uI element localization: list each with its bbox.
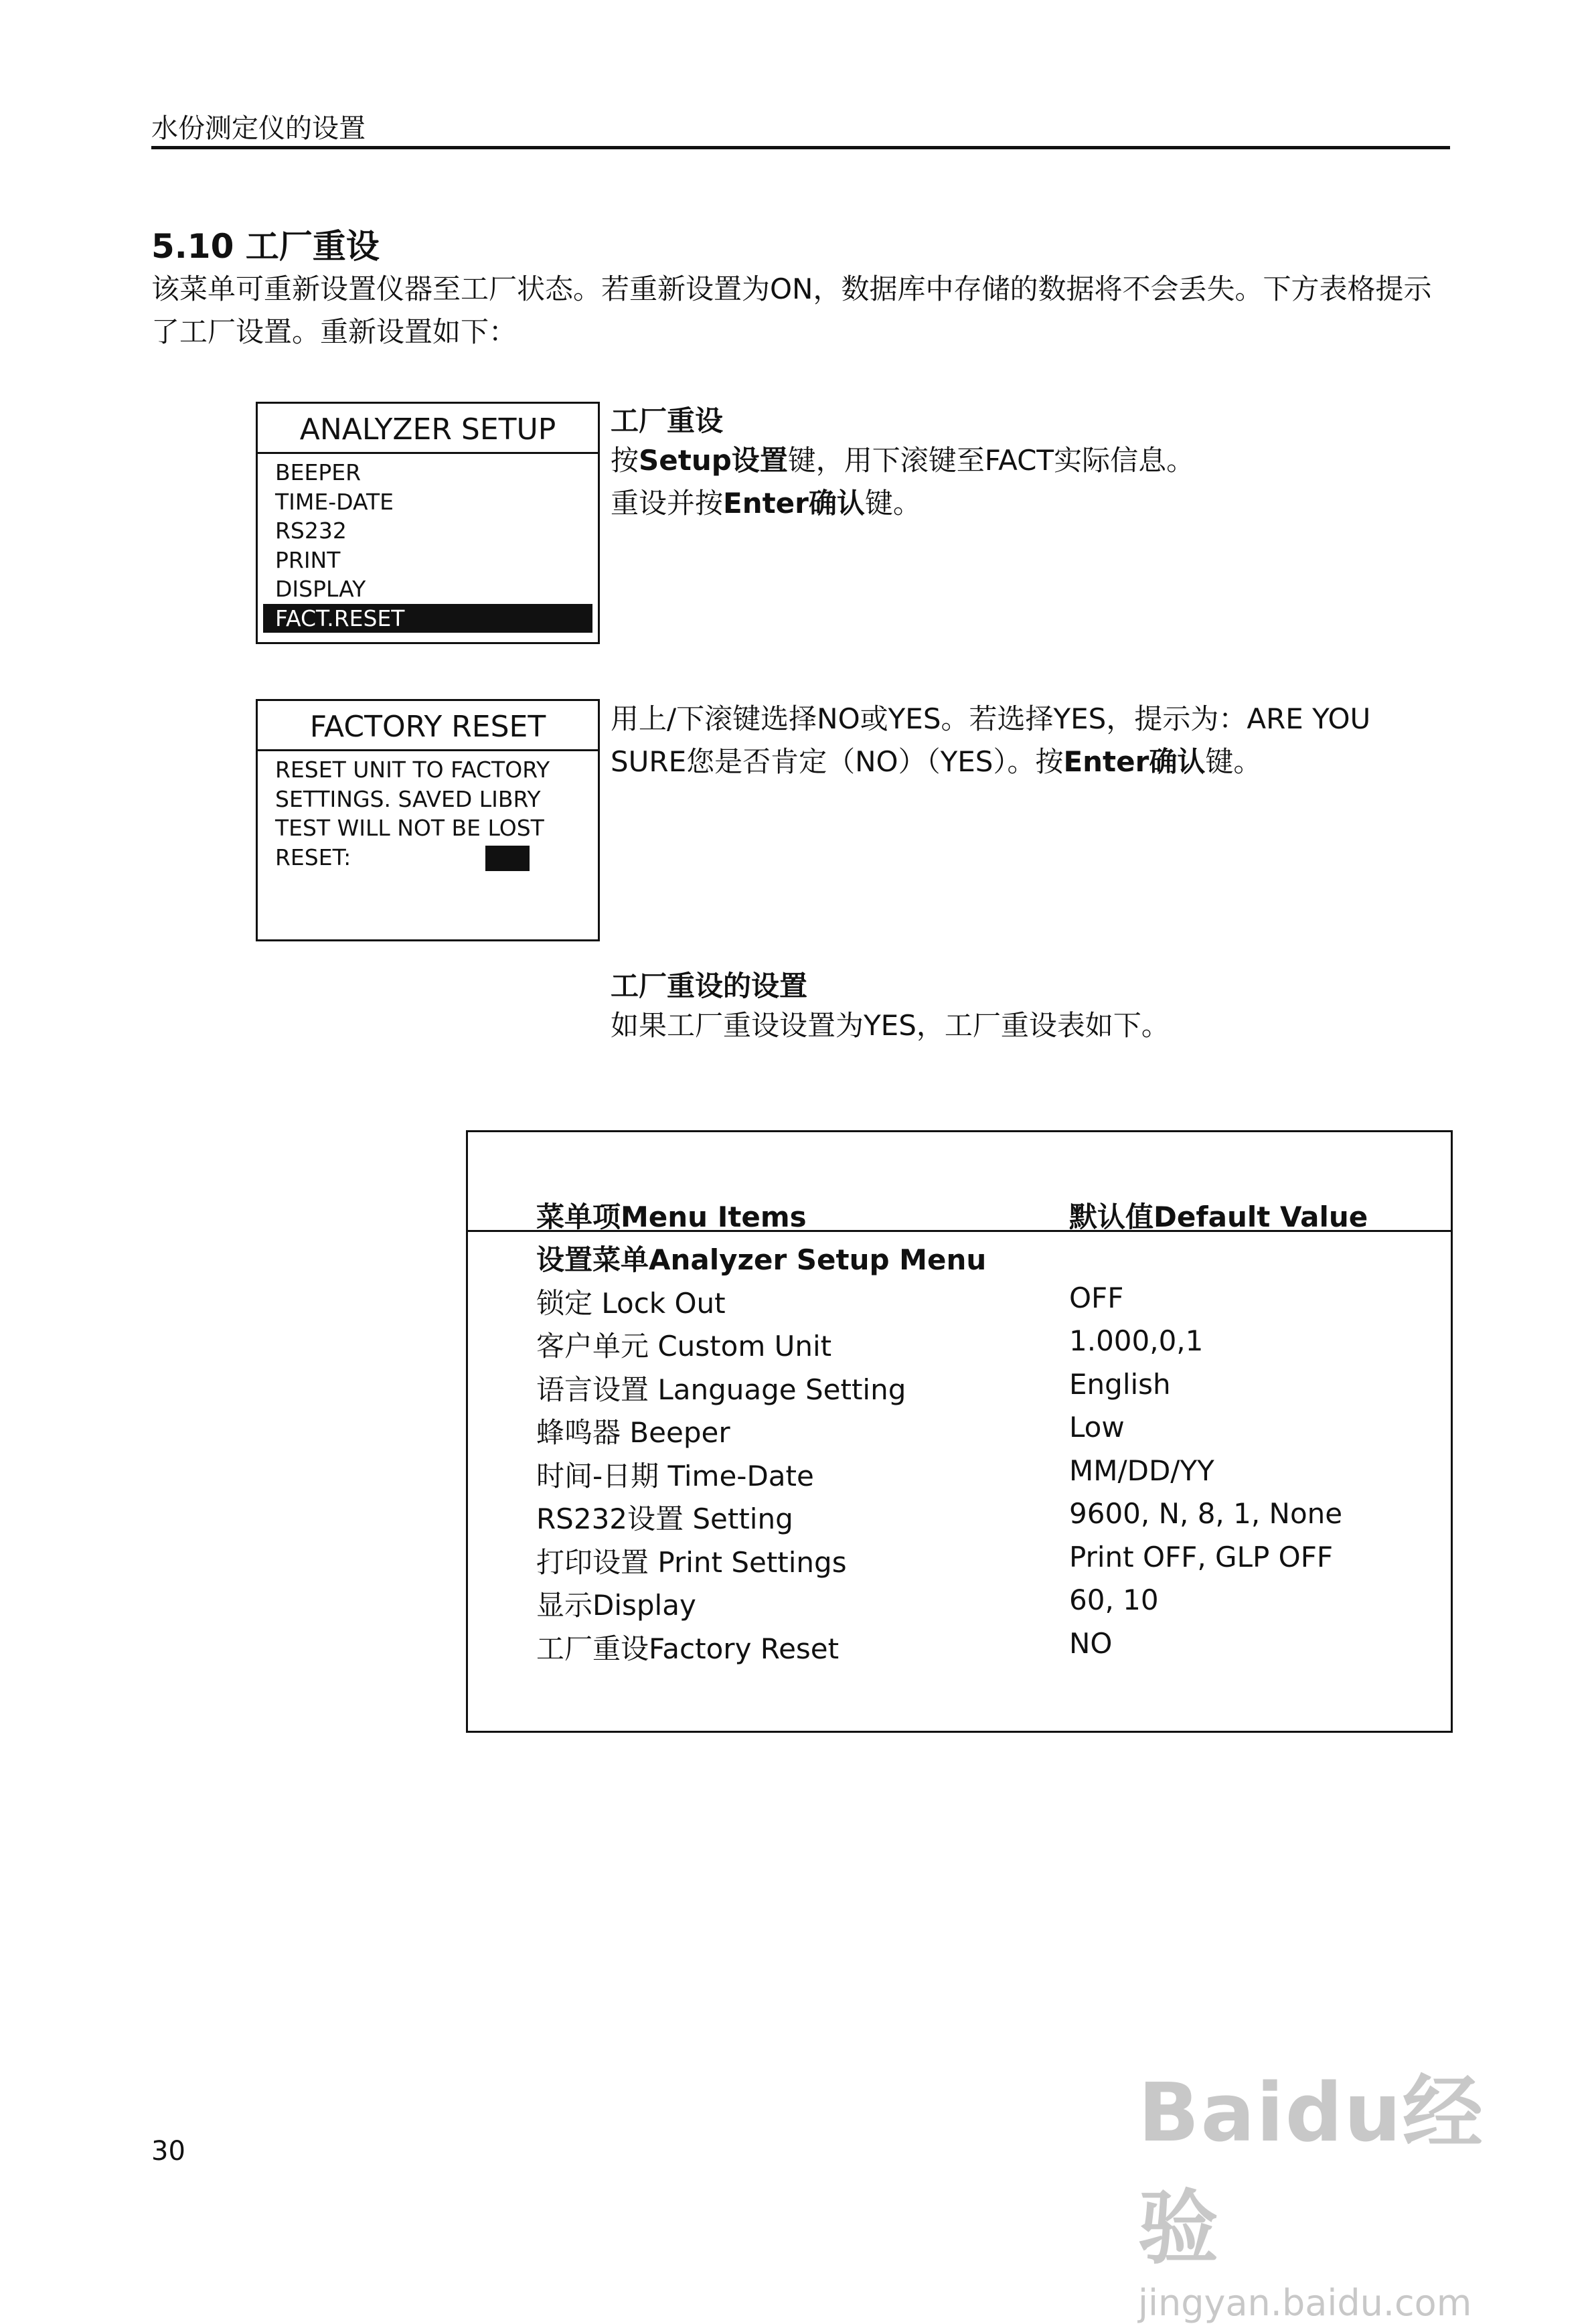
running-header: 水份测定仪的设置 <box>151 113 366 144</box>
screen-line: SETTINGS. SAVED LIBRY <box>275 785 541 812</box>
row-value: MM/DD/YY <box>1069 1454 1214 1487</box>
row-value: Low <box>1069 1411 1125 1444</box>
row-value: 1.000,0,1 <box>1069 1324 1204 1357</box>
menu-item-beeper[interactable]: BEEPER <box>275 459 362 485</box>
menu-item-print[interactable]: PRINT <box>275 546 341 573</box>
menu-item-rs232[interactable]: RS232 <box>275 518 347 544</box>
section-title: 5.10 工厂重设 <box>151 227 380 266</box>
baidu-watermark <box>1138 2049 1513 2324</box>
screen-line: TEST WILL NOT BE LOST <box>275 815 544 841</box>
row-item: 语言设置 Language Setting <box>536 1373 906 1406</box>
table-row <box>468 1492 1451 1535</box>
row-value: Print OFF, GLP OFF <box>1069 1540 1334 1573</box>
table-row <box>468 1276 1451 1320</box>
table-row <box>468 1535 1451 1579</box>
menu-item-fact-reset-selected[interactable]: FACT.RESET <box>263 604 592 633</box>
row-value: 9600, N, 8, 1, None <box>1069 1497 1343 1530</box>
row-item: 锁定 Lock Out <box>536 1286 726 1320</box>
row-item: 时间-日期 Time-Date <box>536 1459 814 1492</box>
row-item: 显示Display <box>536 1589 696 1622</box>
caption-title: 工厂重设的设置 <box>611 970 808 1002</box>
caption-line-2: 重设并按Enter确认键。 <box>611 487 921 520</box>
screen-line: RESET UNIT TO FACTORY <box>275 757 550 783</box>
header-default-value: 默认值Default Value <box>1069 1200 1368 1233</box>
screen-title: ANALYZER SETUP <box>258 404 598 454</box>
screen-title: FACTORY RESET <box>258 701 598 751</box>
row-item: 工厂重设Factory Reset <box>536 1632 840 1665</box>
page-number: 30 <box>151 2136 185 2167</box>
section-intro: 该菜单可重新设置仪器至工厂状态。若重新设置为ON，数据库中存储的数据将不会丢失。下方表格提示了工厂设置。重新设置如下： <box>151 273 1432 348</box>
table-row <box>468 1405 1451 1449</box>
row-value: NO <box>1069 1626 1113 1660</box>
row-value: 60, 10 <box>1069 1583 1159 1616</box>
header-rule <box>151 146 1450 149</box>
caption-title: 工厂重设 <box>611 404 724 437</box>
row-value: English <box>1069 1367 1171 1401</box>
analyzer-setup-screen <box>256 402 600 644</box>
table-header <box>468 1187 1451 1232</box>
row-value: OFF <box>1069 1281 1124 1314</box>
reset-field[interactable] <box>275 843 592 872</box>
reset-value-cursor[interactable] <box>485 846 530 871</box>
table-row <box>468 1233 1451 1276</box>
factory-defaults-table <box>466 1130 1453 1733</box>
factory-reset-screen <box>256 699 600 941</box>
row-item: RS232设置 Setting <box>536 1502 793 1535</box>
table-row <box>468 1622 1451 1665</box>
row-item: 打印设置 Print Settings <box>536 1545 847 1579</box>
menu-item-time-date[interactable]: TIME-DATE <box>275 488 394 515</box>
caption-select-yes-no: 用上/下滚键选择NO或YES。若选择YES，提示为：ARE YOU SURE您是否肯定（NO）（YES）。按Enter确认键。 <box>611 702 1371 778</box>
row-item: 蜂鸣器 Beeper <box>536 1416 730 1449</box>
caption-factory-reset <box>611 399 1454 525</box>
reset-label: RESET: <box>275 844 351 870</box>
watermark-url: jingyan.baidu.com <box>1138 2282 1472 2324</box>
table-row <box>468 1449 1451 1492</box>
table-row <box>468 1578 1451 1622</box>
caption-line-1: 按Setup设置键，用下滚键至FACT实际信息。 <box>611 444 1195 477</box>
caption-text: 如果工厂重设设置为YES，工厂重设表如下。 <box>611 1009 1170 1042</box>
caption-reset-settings <box>611 964 1454 1047</box>
watermark-logo: Baidu经验 <box>1138 2067 1484 2275</box>
table-row <box>468 1363 1451 1406</box>
table-row <box>468 1319 1451 1363</box>
row-item: 客户单元 Custom Unit <box>536 1330 832 1363</box>
row-item: 设置菜单Analyzer Setup Menu <box>536 1243 987 1276</box>
menu-item-display[interactable]: DISPLAY <box>275 576 366 602</box>
header-menu-items: 菜单项Menu Items <box>536 1200 807 1233</box>
